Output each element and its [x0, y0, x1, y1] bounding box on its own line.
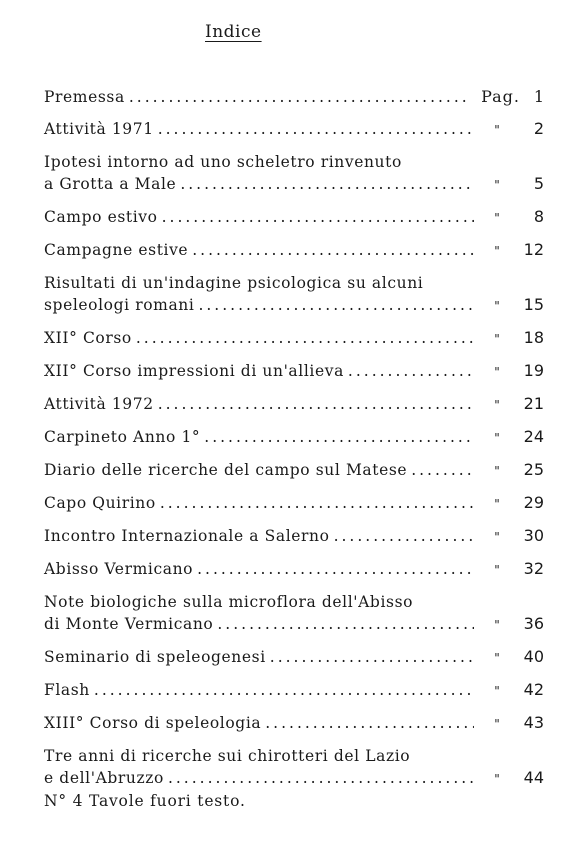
toc-entry-title: Campo estivo: [44, 208, 158, 226]
toc-entry-title: a Grotta a Male: [44, 175, 177, 193]
toc-entry-page: 8: [533, 207, 544, 226]
toc-entry-title: XIII° Corso di speleologia: [44, 714, 262, 732]
leader-dots: [158, 118, 474, 140]
toc-entry-page: 24: [523, 427, 544, 446]
ditto-mark: ": [494, 563, 500, 577]
toc-entry[interactable]: [44, 151, 544, 196]
toc-entry[interactable]: [44, 712, 544, 735]
toc-entry[interactable]: [44, 591, 544, 636]
toc-entry-page: 42: [523, 680, 544, 699]
leader-dots: [160, 492, 474, 514]
toc-entry-title: Attività 1971: [44, 120, 154, 138]
leader-dots: [411, 459, 474, 481]
leader-dots: [334, 525, 474, 547]
ditto-mark: ": [494, 332, 500, 346]
page-label: Pag.: [481, 87, 520, 106]
toc-entry-title: Premessa: [44, 88, 125, 106]
ditto-mark: ": [494, 772, 500, 786]
toc-entry[interactable]: [44, 239, 544, 262]
leader-dots: [270, 646, 474, 668]
toc-entry[interactable]: [44, 558, 544, 581]
toc-entry[interactable]: [44, 426, 544, 449]
ditto-mark: ": [494, 530, 500, 544]
toc-entry-page: 32: [523, 559, 544, 578]
toc-entry-title-line: Note biologiche sulla microflora dell'Abisso: [44, 593, 414, 611]
toc-entry-title: di Monte Vermicano: [44, 615, 214, 633]
toc-entry[interactable]: [44, 206, 544, 229]
toc-entry-title: Seminario di speleogenesi: [44, 648, 266, 666]
leader-dots: [197, 558, 474, 580]
toc-entry[interactable]: [44, 679, 544, 702]
leader-dots: [265, 712, 474, 734]
toc-entry-page: 12: [523, 240, 544, 259]
toc-entry[interactable]: [44, 393, 544, 416]
toc-entry-page: 18: [523, 328, 544, 347]
ditto-mark: ": [494, 123, 500, 137]
toc-entry-page: 21: [523, 394, 544, 413]
toc-entry-title: Abisso Vermicano: [44, 560, 194, 578]
leader-dots: [94, 679, 474, 701]
ditto-mark: ": [494, 651, 500, 665]
toc-entry-page: 1: [533, 87, 544, 106]
toc-entry[interactable]: [44, 646, 544, 669]
toc-entry[interactable]: [44, 459, 544, 482]
leader-dots: [180, 173, 474, 195]
toc-entry[interactable]: [44, 327, 544, 350]
ditto-mark: ": [494, 299, 500, 313]
toc-entry-page: 25: [523, 460, 544, 479]
toc-entry-page: 15: [523, 295, 544, 314]
toc-entry-title: speleologi romani: [44, 296, 195, 314]
ditto-mark: ": [494, 497, 500, 511]
toc-entry-title: Diario delle ricerche del campo sul Matese: [44, 461, 408, 479]
toc-entry[interactable]: [44, 118, 544, 141]
toc-entry[interactable]: [44, 360, 544, 383]
toc-entry-page: 30: [523, 526, 544, 545]
toc-entry[interactable]: [44, 492, 544, 515]
toc-entry-title-line: Tre anni di ricerche sui chirotteri del Lazio: [44, 747, 411, 765]
leader-dots: [198, 294, 474, 316]
toc-entry-page: 40: [523, 647, 544, 666]
toc-entry-title: Flash: [44, 681, 90, 699]
toc-entry-page: 43: [523, 713, 544, 732]
leader-dots: [204, 426, 474, 448]
toc-entry-title: Campagne estive: [44, 241, 189, 259]
toc-entry-title-line: Ipotesi intorno ad uno scheletro rinvenuto: [44, 153, 402, 171]
leader-dots: [348, 360, 474, 382]
toc-entry-page: 29: [523, 493, 544, 512]
page-title: Indice: [205, 22, 262, 42]
leader-dots: [217, 613, 474, 635]
ditto-mark: ": [494, 244, 500, 258]
toc-entry-page: 2: [533, 119, 544, 138]
toc-entry-title: XII° Corso impressioni di un'allieva: [44, 362, 344, 380]
toc-entry-page: 19: [523, 361, 544, 380]
toc-entry-title-line: Risultati di un'indagine psicologica su alcuni: [44, 274, 424, 292]
ditto-mark: ": [494, 398, 500, 412]
toc-entry-page: 36: [523, 614, 544, 633]
leader-dots: [136, 327, 474, 349]
toc-entry-title: XII° Corso: [44, 329, 132, 347]
ditto-mark: ": [494, 618, 500, 632]
toc-entry-title: Capo Quirino: [44, 494, 156, 512]
ditto-mark: ": [494, 178, 500, 192]
toc-entry[interactable]: [44, 745, 544, 790]
leader-dots: [158, 393, 474, 415]
leader-dots: [162, 206, 474, 228]
toc-entry-title: Attività 1972: [44, 395, 154, 413]
toc-entry-title: e dell'Abruzzo: [44, 769, 164, 787]
ditto-mark: ": [494, 365, 500, 379]
footnote: N° 4 Tavole fuori testo.: [44, 792, 246, 810]
toc-entry-title: Carpineto Anno 1°: [44, 428, 201, 446]
leader-dots: [192, 239, 474, 261]
toc-entry-page: 44: [523, 768, 544, 787]
ditto-mark: ": [494, 211, 500, 225]
toc-entry-page: 5: [533, 174, 544, 193]
toc-entry[interactable]: [44, 525, 544, 548]
ditto-mark: ": [494, 464, 500, 478]
ditto-mark: ": [494, 431, 500, 445]
table-of-contents: [44, 86, 544, 800]
toc-entry[interactable]: [44, 272, 544, 317]
toc-entry[interactable]: [44, 86, 544, 108]
ditto-mark: ": [494, 717, 500, 731]
leader-dots: [168, 767, 474, 789]
leader-dots: [129, 86, 469, 108]
toc-entry-title: Incontro Internazionale a Salerno: [44, 527, 330, 545]
ditto-mark: ": [494, 684, 500, 698]
